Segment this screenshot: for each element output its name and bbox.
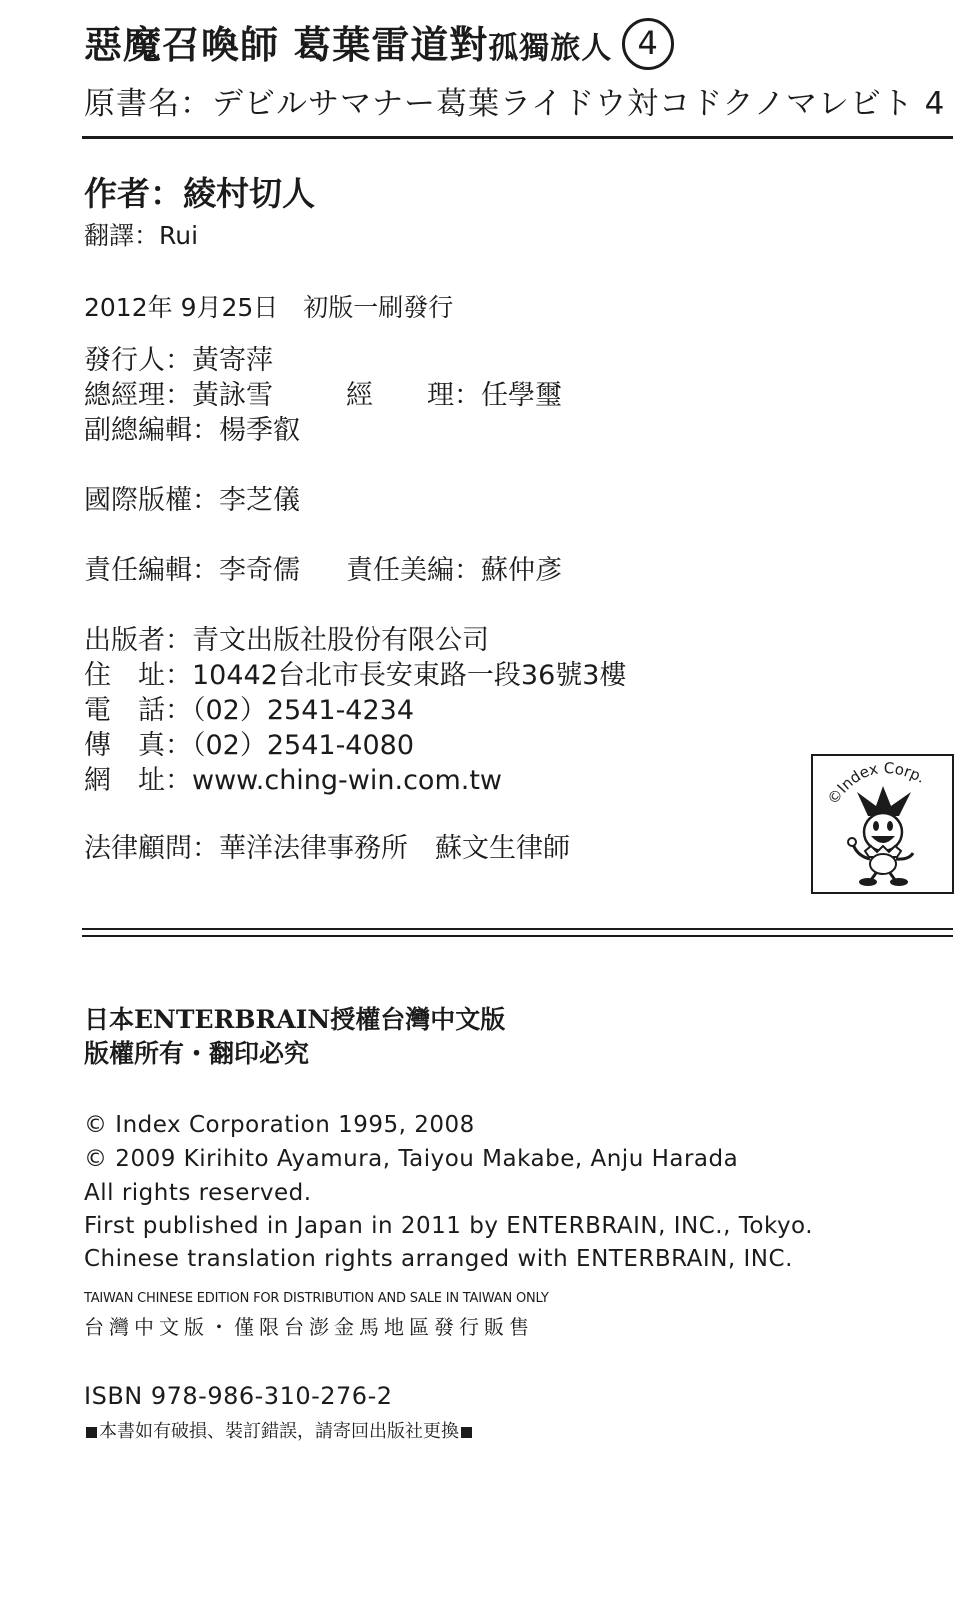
original-title: 原書名：デビルサマナー葛葉ライドウ対コドクノマレビト 4 <box>84 86 946 122</box>
replacement-notice <box>84 1417 474 1443</box>
license-statement: 日本ENTERBRAIN授權台灣中文版 <box>84 1005 506 1034</box>
all-rights-statement: 版權所有・翻印必究 <box>84 1039 310 1068</box>
copyright-line-5: Chinese translation rights arranged with ENTERBRAIN, INC. <box>84 1246 793 1272</box>
book-title <box>84 14 674 74</box>
art-editor: 責任美編：蘇仲彥 <box>346 555 562 586</box>
translator-line: 翻譯：Rui <box>84 221 199 250</box>
responsible-editor: 責任編輯：李奇儒 <box>84 555 300 586</box>
logo-copyright-text: ©Index Corp. <box>823 758 929 809</box>
general-manager: 總經理：黃詠雪 <box>84 380 273 411</box>
company-fax: 傳 真：（02）2541-4080 <box>84 730 415 761</box>
volume-number: 4 <box>622 18 674 70</box>
distribution-english: TAIWAN CHINESE EDITION FOR DISTRIBUTION AND SALE IN TAIWAN ONLY <box>84 1291 549 1306</box>
replacement-notice-text: 本書如有破損、裝訂錯誤，請寄回出版社更換 <box>99 1421 459 1442</box>
deputy-editor: 副總編輯：楊季叡 <box>84 415 300 446</box>
section-divider-bottom <box>82 935 953 937</box>
square-bullet-icon <box>461 1427 472 1438</box>
book-title-main: 惡魔召喚師 葛葉雷道對 <box>84 23 489 67</box>
section-divider-top <box>82 928 953 930</box>
publisher-company: 出版者：青文出版社股份有限公司 <box>84 625 489 656</box>
legal-advisor: 法律顧問：華洋法律事務所 蘇文生律師 <box>84 833 570 864</box>
author-line: 作者：綾村切人 <box>84 174 315 213</box>
copyright-line-1: © Index Corporation 1995, 2008 <box>84 1112 475 1138</box>
distribution-chinese: 台灣中文版・僅限台澎金馬地區發行販售 <box>84 1315 534 1339</box>
jack-frost-icon <box>813 756 952 892</box>
title-divider <box>82 136 953 139</box>
square-bullet-icon <box>86 1427 97 1438</box>
copyright-line-3: All rights reserved. <box>84 1180 312 1206</box>
isbn: ISBN 978-986-310-276-2 <box>84 1382 393 1410</box>
manager: 經 理：任學璽 <box>346 380 562 411</box>
company-address: 住 址：10442台北市長安東路一段36號3樓 <box>84 660 627 691</box>
release-date: 2012年 9月25日 初版一刷發行 <box>84 293 454 322</box>
company-phone: 電 話：（02）2541-4234 <box>84 695 415 726</box>
copyright-line-4: First published in Japan in 2011 by ENTERBRAIN, INC., Tokyo. <box>84 1213 814 1239</box>
book-title-subtitle: 孤獨旅人 <box>488 31 613 66</box>
company-website: 網 址：www.ching-win.com.tw <box>84 765 502 796</box>
intl-rights: 國際版權：李芝儀 <box>84 485 300 516</box>
copyright-line-2: © 2009 Kirihito Ayamura, Taiyou Makabe, Anju Harada <box>84 1146 739 1172</box>
index-corp-logo-box <box>811 754 954 894</box>
publisher-person: 發行人：黃寄萍 <box>84 345 273 376</box>
